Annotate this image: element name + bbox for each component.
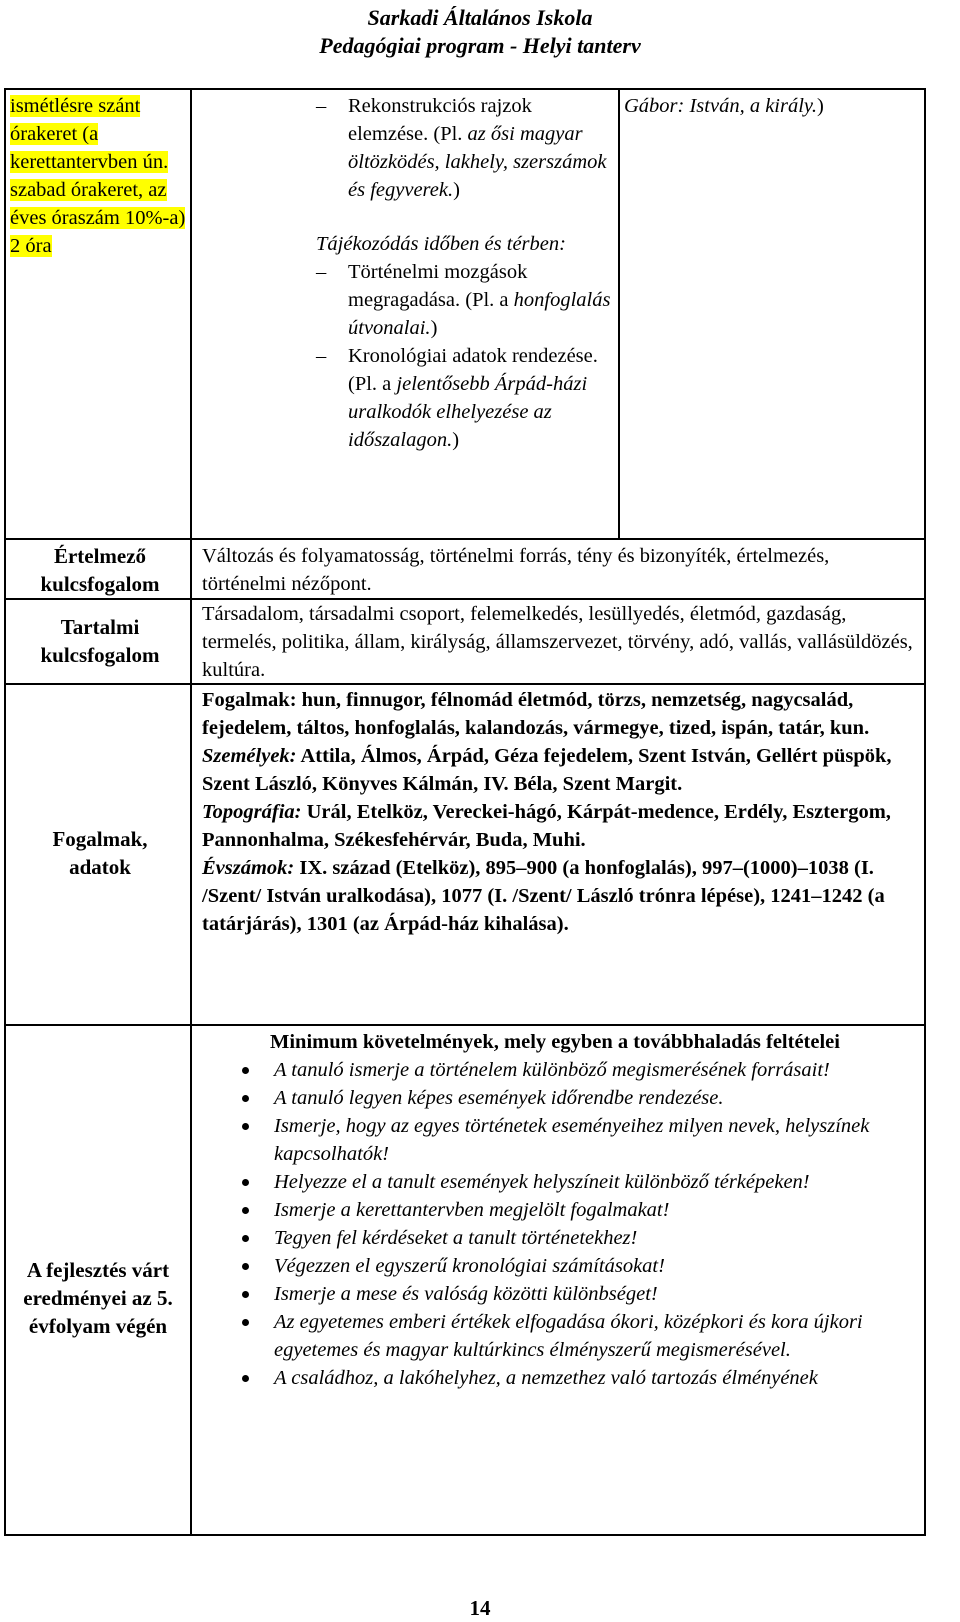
requirement-item: Az egyetemes emberi értékek elfogadása ókori, középkori és kora újkori egyetemes és magyar kultúrkincs élményszerű megismerésével. [202, 1308, 922, 1364]
requirement-item: Ismerje, hogy az egyes történetek eseményeihez milyen nevek, helyszínek kapcsolhatók! [202, 1112, 922, 1168]
table-border-right [924, 88, 926, 1536]
minimum-requirements-title: Minimum követelmények, mely egyben a továbbhaladás feltételei [270, 1031, 840, 1053]
requirement-item: Ismerje a mese és valóság közötti különbséget! [202, 1280, 922, 1308]
connections-cell: Gábor: István, a király.) [624, 95, 824, 117]
page-number: 14 [469, 1596, 491, 1620]
bullet-dot-icon [242, 1207, 249, 1214]
row-divider-4 [4, 1024, 926, 1026]
interpretive-key-concept-label: Értelmező kulcsfogalom [40, 544, 160, 596]
dash-bullet: – [316, 261, 327, 283]
hour-allocation-text: ismétlésre szánt órakeret (a kerettantervben ún. szabad órakeret, az éves óraszám 10%-a) 2 óra [10, 95, 186, 257]
persons-paragraph: Személyek: Attila, Álmos, Árpád, Géza fejedelem, Szent István, Gellért püspök, Szent László, Könyves Kálmán, IV. Béla, Szent Margit. [202, 745, 892, 795]
table-border-top [4, 88, 926, 90]
activities-list-2 [316, 258, 614, 454]
bullet-dot-icon [242, 1375, 249, 1382]
hour-allocation-cell [10, 92, 186, 260]
requirements-list [202, 1056, 922, 1392]
school-name: Sarkadi Általános Iskola [367, 5, 593, 30]
dates-paragraph: Évszámok: IX. század (Etelköz), 895–900 (a honfoglalás), 997–(1000)–1038 (I. /Szent/ István uralkodása), 1077 (I. /Szent/ László trónra lépése), 1241–1242 (a tatárjárás), 1301 (az Árpád-ház kihalása). [202, 857, 885, 935]
requirement-item: A tanuló legyen képes események időrendbe rendezése. [202, 1084, 922, 1112]
expected-results-content [202, 1028, 922, 1392]
activity-item: – Rekonstrukciós rajzok elemzése. (Pl. az ősi magyar öltözködés, lakhely, szerszámok és fegyverek.) [316, 92, 614, 204]
column-divider-1 [190, 88, 192, 1536]
requirement-item: A tanuló ismerje a történelem különböző megismerésének forrásait! [202, 1056, 922, 1084]
activity-item: – Kronológiai adatok rendezése. (Pl. a jelentősebb Árpád-házi uralkodók elhelyezése az időszalagon.) [316, 342, 614, 454]
column-divider-2 [618, 88, 620, 540]
bullet-dot-icon [242, 1319, 249, 1326]
bullet-dot-icon [242, 1123, 249, 1130]
interpretive-key-concepts: Változás és folyamatosság, történelmi forrás, tény és bizonyíték, értelmezés, történelmi nézőpont. [202, 545, 830, 595]
requirement-item: Ismerje a kerettantervben megjelölt fogalmakat! [202, 1196, 922, 1224]
bullet-dot-icon [242, 1291, 249, 1298]
concepts-content [202, 686, 920, 938]
bullet-dot-icon [242, 1095, 249, 1102]
bullet-dot-icon [242, 1179, 249, 1186]
concepts-data-label: Fogalmak, adatok [52, 827, 148, 879]
content-key-concepts: Társadalom, társadalmi csoport, felemelkedés, lesüllyedés, életmód, gazdaság, termelés, politika, állam, királyság, államszervezet, törvény, adó, vallás, vallásüldözés, kultúra. [202, 603, 913, 681]
table-border-left [4, 88, 6, 1536]
activities-cell [316, 92, 614, 454]
topography-paragraph: Topográfia: Urál, Etelköz, Vereckei-hágó, Kárpát-medence, Erdély, Esztergom, Pannonhalma, Székesfehérvár, Buda, Muhi. [202, 801, 891, 851]
requirement-item: Helyezze el a tanult események helyszíneit különböző térképeken! [202, 1168, 922, 1196]
table-border-bottom [4, 1534, 926, 1536]
orientation-heading: Tájékozódás időben és térben: [316, 233, 566, 255]
requirement-item: Tegyen fel kérdéseket a tanult történetekhez! [202, 1224, 922, 1252]
document-title: Pedagógiai program - Helyi tanterv [319, 33, 641, 58]
concepts-paragraph: Fogalmak: hun, finnugor, félnomád életmód, törzs, nemzetség, nagycsalád, fejedelem, táltos, honfoglalás, kalandozás, vármegye, tized, ispán, tatár, kun. [202, 689, 870, 739]
dash-bullet: – [316, 95, 327, 117]
expected-results-label: A fejlesztés várt eredményei az 5. évfolyam végén [23, 1258, 173, 1338]
requirement-item: Végezzen el egyszerű kronológiai számításokat! [202, 1252, 922, 1280]
requirement-item: A családhoz, a lakóhelyhez, a nemzethez való tartozás élményének [202, 1364, 922, 1392]
activity-item: – Történelmi mozgások megragadása. (Pl. a honfoglalás útvonalai.) [316, 258, 614, 342]
dash-bullet: – [316, 345, 327, 367]
bullet-dot-icon [242, 1263, 249, 1270]
bullet-dot-icon [242, 1235, 249, 1242]
bullet-dot-icon [242, 1067, 249, 1074]
content-key-concept-label: Tartalmi kulcsfogalom [40, 615, 160, 667]
row-divider-1 [4, 538, 926, 540]
activities-list-1 [316, 92, 614, 204]
